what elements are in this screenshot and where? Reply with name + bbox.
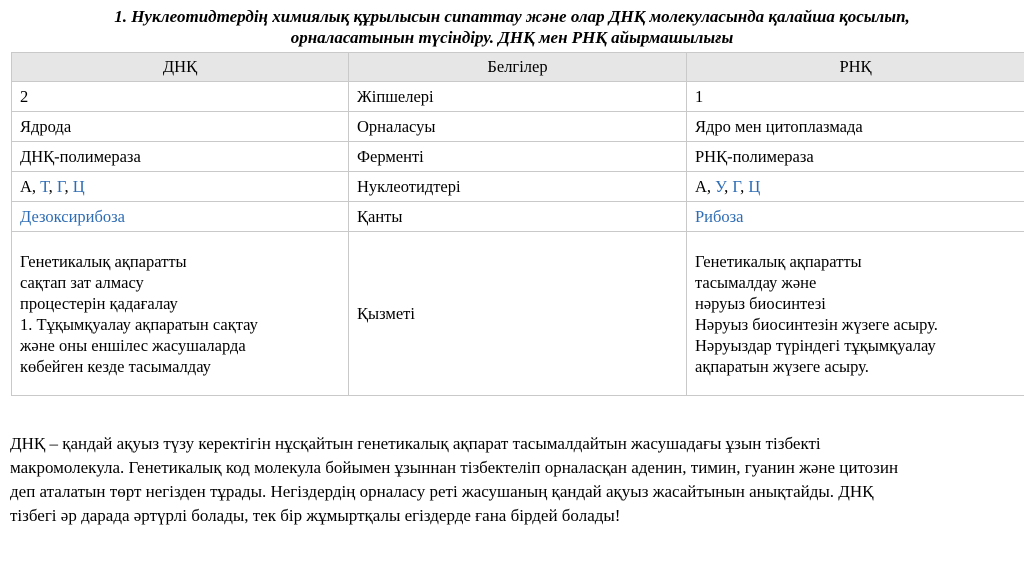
separator: , xyxy=(48,176,57,196)
cell-rna-function xyxy=(687,232,1024,396)
paragraph-line: макромолекула. Генетикалық код молекула бойымен ұзыннан тізбектеліп орналасқан аденин, тимин, гуанин және цитозин xyxy=(10,458,899,477)
base-g[interactable]: Г xyxy=(56,176,65,196)
table-row xyxy=(12,232,1024,396)
cell-feature-nucleotides: Нуклеотидтері xyxy=(349,172,687,202)
separator: , xyxy=(724,176,733,196)
base-u[interactable]: У xyxy=(715,176,725,196)
table-row xyxy=(12,142,1024,172)
table-row xyxy=(12,82,1024,112)
cell-feature-strands: Жіпшелері xyxy=(349,82,687,112)
header-features: Белгілер xyxy=(349,53,687,82)
separator: , xyxy=(740,176,749,196)
title-line-2: орналасатынын түсіндіру. ДНҚ мен РНҚ айырмашылығы xyxy=(290,28,734,47)
cell-feature-function: Қызметі xyxy=(349,232,687,396)
base-g[interactable]: Г xyxy=(732,176,741,196)
cell-rna-nucleotides xyxy=(687,172,1024,202)
cell-dna-location: Ядрода xyxy=(12,112,349,142)
base-a: А xyxy=(20,176,32,196)
cell-rna-strands: 1 xyxy=(687,82,1024,112)
cell-rna-sugar-link[interactable]: Рибоза xyxy=(687,202,1024,232)
cell-dna-nucleotides xyxy=(12,172,349,202)
function-line: және оны еншілес жасушаларда xyxy=(20,335,246,355)
function-line: ақпаратын жүзеге асыру. xyxy=(695,356,869,376)
function-line: сақтап зат алмасу xyxy=(20,272,144,292)
table-row xyxy=(12,172,1024,202)
base-c[interactable]: Ц xyxy=(748,176,761,196)
paragraph-line: деп аталатын төрт негізден тұрады. Негіздердің орналасу реті жасушаның қандай ақуыз жасайтынын анықтайды. ДНҚ xyxy=(10,482,874,501)
table-row xyxy=(12,112,1024,142)
base-c[interactable]: Ц xyxy=(72,176,85,196)
base-a: А xyxy=(695,176,707,196)
header-dna: ДНҚ xyxy=(12,53,349,82)
comparison-table xyxy=(11,52,1024,396)
function-line: Генетикалық ақпаратты xyxy=(20,251,187,271)
function-line: 1. Тұқымқуалау ақпаратын сақтау xyxy=(20,314,258,334)
cell-dna-enzyme: ДНҚ-полимераза xyxy=(12,142,349,172)
paragraph-line: ДНҚ – қандай ақуыз түзу керектігін нұсқайтын генетикалық ақпарат тасымалдайтын жасушадағы ұзын тізбекті xyxy=(10,434,821,453)
table-header-row xyxy=(12,53,1024,82)
page-title xyxy=(10,6,1014,48)
header-rna: РНҚ xyxy=(687,53,1024,82)
cell-rna-enzyme: РНҚ-полимераза xyxy=(687,142,1024,172)
paragraph-line: тізбегі әр дарада әртүрлі болады, тек бір жұмыртқалы егіздерде ғана бірдей болады! xyxy=(10,506,621,525)
function-line: Нәруыз биосинтезін жүзеге асыру. xyxy=(695,314,938,334)
title-line-1: 1. Нуклеотидтердің химиялық құрылысын сипаттау және олар ДНҚ молекуласында қалайша қосылып, xyxy=(114,7,910,26)
cell-dna-function xyxy=(12,232,349,396)
cell-rna-location: Ядро мен цитоплазмада xyxy=(687,112,1024,142)
cell-dna-sugar-link[interactable]: Дезоксирибоза xyxy=(12,202,349,232)
function-line: көбейген кезде тасымалдау xyxy=(20,356,211,376)
cell-feature-location: Орналасуы xyxy=(349,112,687,142)
cell-dna-strands: 2 xyxy=(12,82,349,112)
separator: , xyxy=(31,176,41,196)
cell-feature-sugar: Қанты xyxy=(349,202,687,232)
table-row xyxy=(12,202,1024,232)
dna-description-paragraph xyxy=(10,432,1018,528)
function-line: нәруыз биосинтезі xyxy=(695,293,826,313)
cell-feature-enzyme: Ферменті xyxy=(349,142,687,172)
base-t[interactable]: Т xyxy=(40,176,49,196)
function-line: процестерін қадағалау xyxy=(20,293,178,313)
function-line: Нәруыздар түріндегі тұқымқуалау xyxy=(695,335,936,355)
separator: , xyxy=(64,176,73,196)
function-line: Генетикалық ақпаратты xyxy=(695,251,862,271)
separator: , xyxy=(706,176,716,196)
function-line: тасымалдау және xyxy=(695,272,817,292)
